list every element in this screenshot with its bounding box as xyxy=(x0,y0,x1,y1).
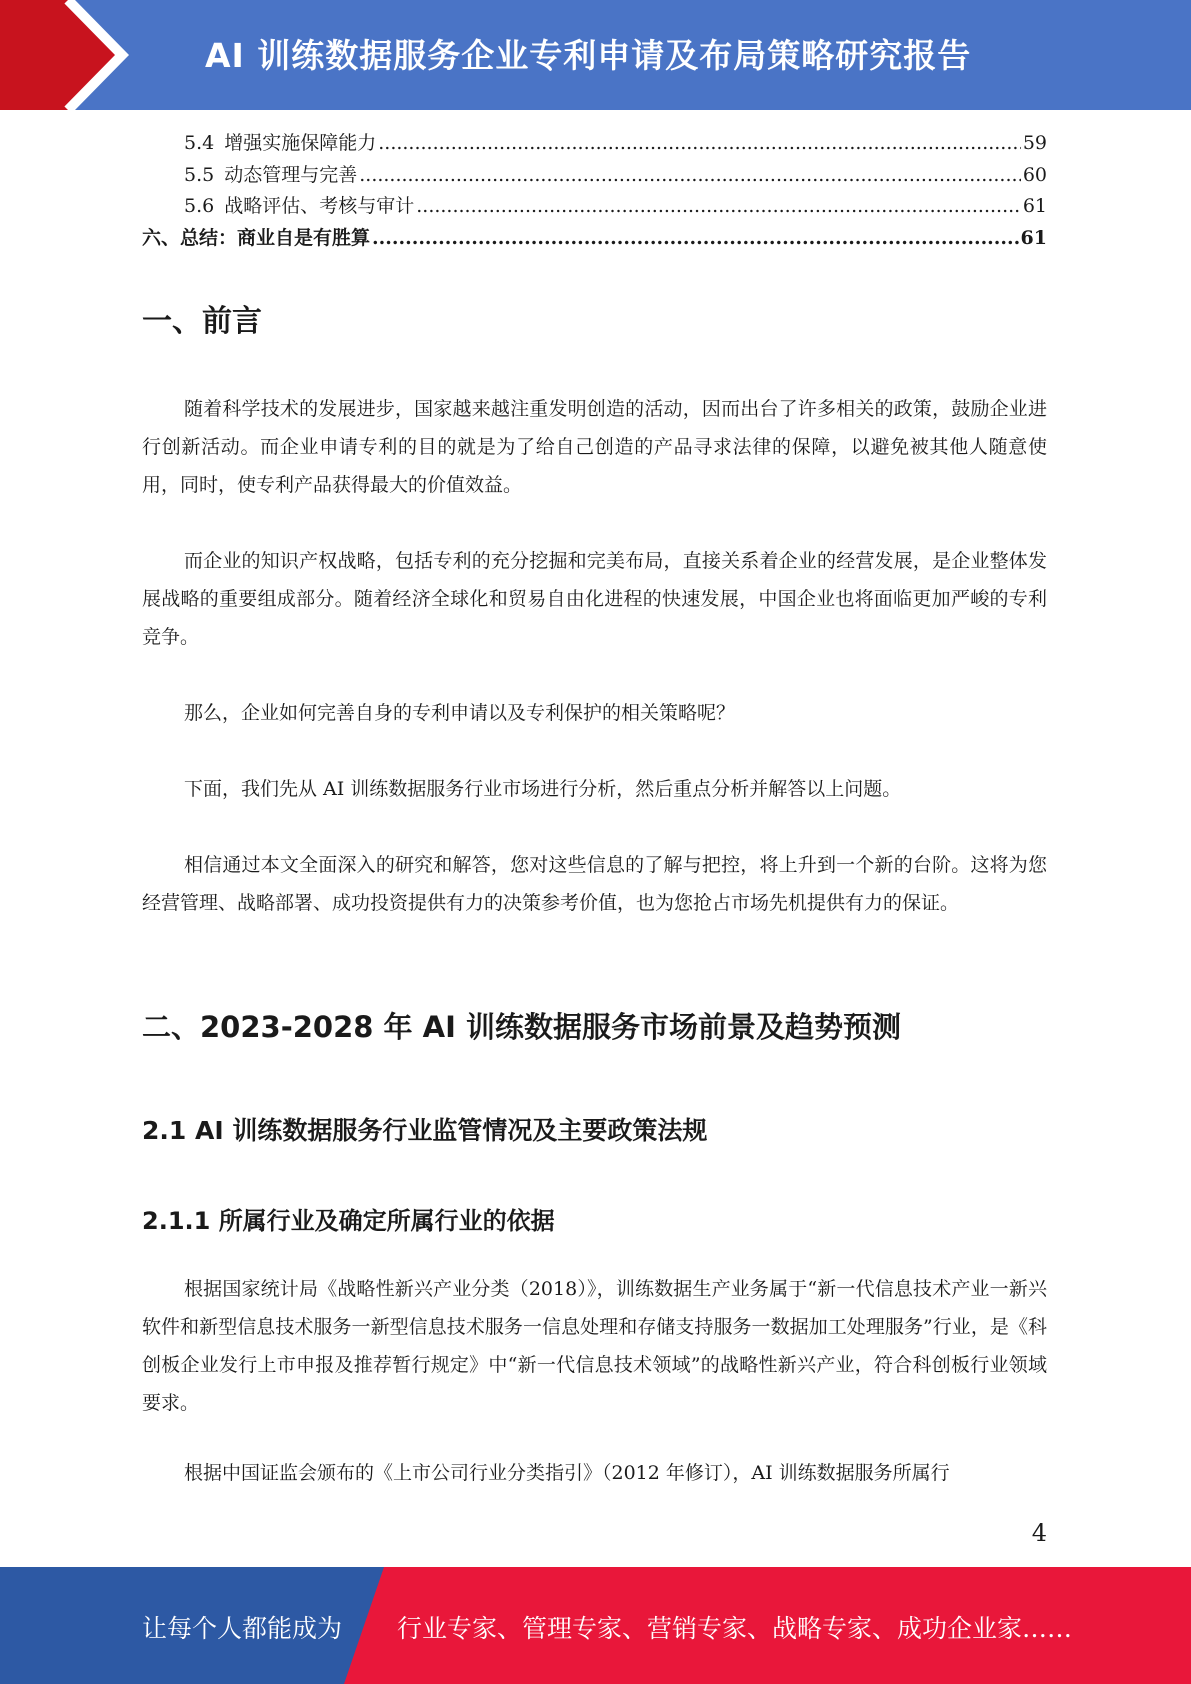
header-title: AI 训练数据服务企业专利申请及布局策略研究报告 xyxy=(205,36,972,75)
paragraph: 随着科学技术的发展进步，国家越来越注重发明创造的活动，因而出台了许多相关的政策，鼓励企业进行创新活动。而企业申请专利的目的就是为了给自己创造的产品寻求法律的保障，以避免被其他人随意使用，同时，使专利产品获得最大的价值效益。 xyxy=(142,398,1047,496)
subsection-heading: 2.1 AI 训练数据服务行业监管情况及主要政策法规 xyxy=(142,1116,708,1145)
toc-entry[interactable] xyxy=(142,160,1047,192)
toc-page: 61 xyxy=(1022,195,1047,217)
subsubsection-heading: 2.1.1 所属行业及确定所属行业的依据 xyxy=(142,1207,555,1235)
toc-entry[interactable] xyxy=(142,128,1047,160)
toc-page: 60 xyxy=(1022,163,1047,186)
toc-leader-dots xyxy=(378,128,1021,160)
paragraph: 相信通过本文全面深入的研究和解答，您对这些信息的了解与把控，将上升到一个新的台阶。这将为您经营管理、战略部署、成功投资提供有力的决策参考价值，也为您抢占市场先机提供有力的保证。 xyxy=(142,854,1047,914)
toc-entry[interactable] xyxy=(142,223,1047,255)
paragraph: 而企业的知识产权战略，包括专利的充分挖掘和完美布局，直接关系着企业的经营发展，是企业整体发展战略的重要组成部分。随着经济全球化和贸易自由化进程的快速发展，中国企业也将面临更加严峻的专利竞争。 xyxy=(142,550,1047,648)
page-number: 4 xyxy=(1031,1519,1047,1547)
toc-leader-dots xyxy=(359,160,1021,192)
page-footer xyxy=(0,1567,1191,1684)
section-heading-preface: 一、前言 xyxy=(142,304,262,339)
footer-slogan-left: 让每个人都能成为 xyxy=(142,1614,343,1643)
section-heading-market-outlook: 二、2023-2028 年 AI 训练数据服务市场前景及趋势预测 xyxy=(142,1010,901,1044)
toc-page: 59 xyxy=(1022,132,1047,154)
paragraph: 根据国家统计局《战略性新兴产业分类（2018）》，训练数据生产业务属于“新一代信息技术产业一新兴软件和新型信息技术服务一新型信息技术服务一信息处理和存储支持服务一数据加工处理服务”行业，是《科创板企业发行上市申报及推荐暂行规定》中“新一代信息技术领域”的战略性新兴产业，符合科创板行业领域要求。 xyxy=(142,1278,1047,1414)
toc-leader-dots xyxy=(372,223,1019,255)
toc-page: 61 xyxy=(1020,226,1047,249)
toc-label: 动态管理与完善 xyxy=(224,163,358,186)
toc-entry[interactable] xyxy=(142,191,1047,223)
toc-leader-dots xyxy=(416,191,1021,223)
toc-label: 战略评估、考核与审计 xyxy=(224,195,415,217)
page-header xyxy=(0,0,1191,110)
toc-label: 增强实施保障能力 xyxy=(224,132,377,154)
paragraph: 下面，我们先从 AI 训练数据服务行业市场进行分析，然后重点分析并解答以上问题。 xyxy=(184,778,902,800)
toc-number: 5.6 xyxy=(184,195,215,217)
toc-number: 5.4 xyxy=(184,132,215,154)
paragraph: 那么，企业如何完善自身的专利申请以及专利保护的相关策略呢？ xyxy=(184,702,736,724)
toc-list xyxy=(142,128,1047,254)
header-arrow-decoration xyxy=(0,0,150,110)
footer-slogan-right: 行业专家、管理专家、营销专家、战略专家、成功企业家…… xyxy=(397,1614,1073,1643)
toc-label: 六、总结：商业自是有胜算 xyxy=(142,226,371,249)
paragraph: 根据中国证监会颁布的《上市公司行业分类指引》（2012 年修订），AI 训练数据服务所属行 xyxy=(184,1462,950,1484)
toc-number: 5.5 xyxy=(184,163,215,186)
